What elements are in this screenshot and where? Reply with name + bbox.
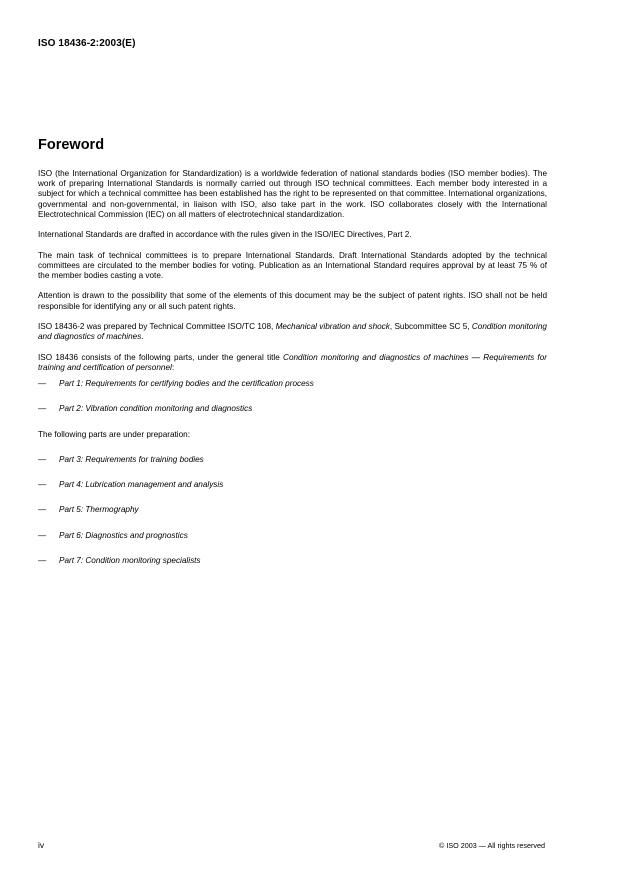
dash-marker: —: [38, 454, 47, 464]
page-number: iv: [38, 840, 45, 850]
preparation-parts-list: [38, 455, 547, 566]
copyright-notice: © ISO 2003 — All rights reserved: [439, 841, 545, 850]
dash-marker: —: [38, 505, 47, 515]
list-item: [38, 404, 547, 414]
list-item: [38, 480, 547, 490]
part-title: Part 4: Lubrication management and analysis: [59, 480, 224, 490]
paragraph-committee-task: The main task of technical committees is to prepare International Standards. Draft International Standards adopted by the technical committees are circulated to the member bodies for voting. Publication as an International Standard requires approval by at least 75 % of the member bodies casting a vote.: [38, 250, 547, 280]
paragraph-drafting-rules: International Standards are drafted in accordance with the rules given in the ISO/IEC Directives, Part 2.: [38, 230, 412, 240]
part-title: Part 7: Condition monitoring specialists: [59, 555, 201, 565]
paragraph-iso-intro: ISO (the International Organization for Standardization) is a worldwide federation of national standards bodies (ISO member bodies). The work of preparing International Standards is normally carried out through ISO technical committees. Each member body interested in a subject for which a technical committee has been established has the right to be represented on that committee. International organizations, governmental and non-governmental, in liaison with ISO, also take part in the work. ISO collaborates closely with the International Electrotechnical Commission (IEC) on all matters of electrotechnical standardization.: [38, 169, 547, 219]
prepared-by-text-a: ISO 18436-2 was prepared by Technical Committee ISO/TC 108,: [38, 321, 276, 331]
page-title: Foreword: [38, 137, 105, 153]
prepared-by-committee-name: Mechanical vibration and shock: [275, 321, 390, 331]
foreword-body: [38, 169, 547, 581]
dash-marker: —: [38, 480, 47, 490]
paragraph-patent-rights: Attention is drawn to the possibility that some of the elements of this document may be the subject of patent rights. ISO shall not be held responsible for identifying any or all such patent rights.: [38, 291, 547, 311]
list-item: [38, 379, 547, 389]
list-item: [38, 531, 547, 541]
list-item: [38, 556, 547, 566]
part-title: Part 3: Requirements for training bodies: [59, 454, 204, 464]
prepared-by-text-b: , Subcommittee SC 5,: [389, 321, 472, 331]
paragraph-parts-intro: [38, 353, 547, 373]
paragraph-under-preparation: The following parts are under preparation:: [38, 429, 191, 439]
paragraph-prepared-by: [38, 322, 547, 342]
existing-parts-list: [38, 379, 547, 414]
part-title: Part 1: Requirements for certifying bodies and the certification process: [59, 379, 314, 389]
parts-intro-text-a: ISO 18436 consists of the following parts, under the general title: [38, 352, 284, 362]
parts-intro-text-b: :: [171, 362, 175, 372]
standard-identifier: ISO 18436-2:2003(E): [38, 38, 136, 49]
dash-marker: —: [38, 404, 47, 414]
prepared-by-text-c: .: [141, 332, 144, 342]
list-item: [38, 455, 547, 465]
part-title: Part 6: Diagnostics and prognostics: [59, 530, 188, 540]
part-title: Part 5: Thermography: [59, 505, 139, 515]
dash-marker: —: [38, 555, 47, 565]
dash-marker: —: [38, 379, 47, 389]
part-title: Part 2: Vibration condition monitoring and diagnostics: [59, 404, 253, 414]
prepared-by-subcommittee-name: Condition monitoring and diagnostics of machines: [38, 321, 547, 342]
parts-intro-general-title: Condition monitoring and diagnostics of machines — Requirements for training and certification of personnel: [38, 352, 547, 372]
list-item: [38, 505, 547, 515]
dash-marker: —: [38, 530, 47, 540]
